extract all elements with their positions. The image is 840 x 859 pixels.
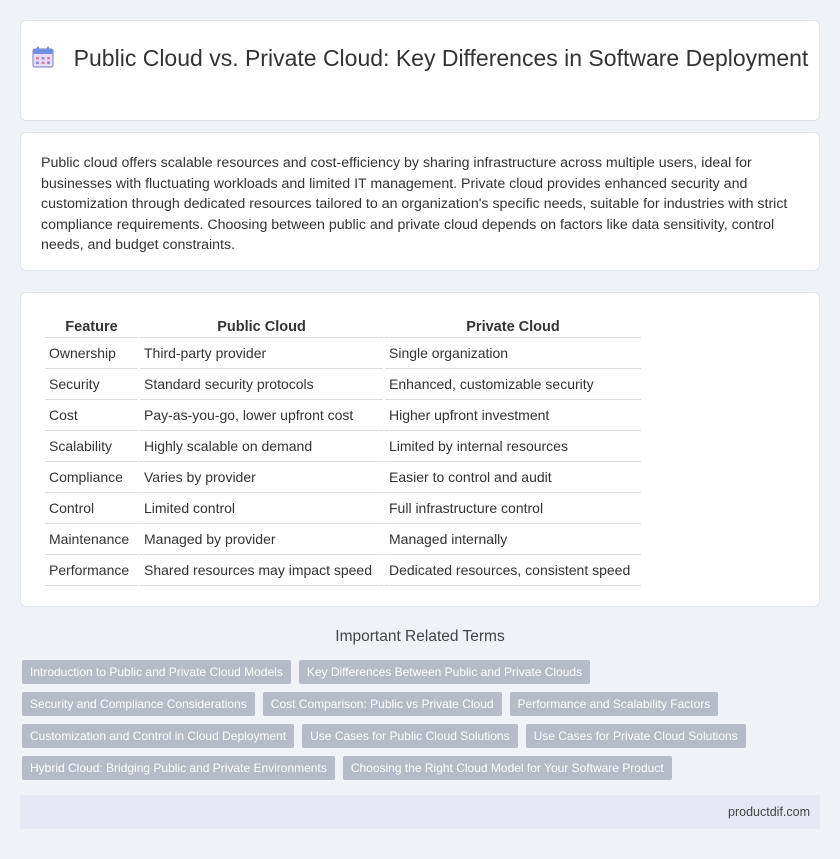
table-row [45,369,641,400]
table-row [45,493,641,524]
table-row [45,524,641,555]
public-cell: Standard security protocols [140,369,383,400]
related-term-link[interactable]: Customization and Control in Cloud Deployment [22,724,294,748]
feature-cell: Security [45,369,138,400]
related-term-link[interactable]: Performance and Scalability Factors [510,692,719,716]
public-cell: Varies by provider [140,462,383,493]
private-cell: Limited by internal resources [385,431,641,462]
tag-row [22,724,822,748]
feature-cell: Ownership [45,338,138,369]
intro-card [20,132,820,271]
related-term-link[interactable]: Use Cases for Private Cloud Solutions [526,724,746,748]
feature-cell: Control [45,493,138,524]
feature-cell: Performance [45,555,138,586]
tag-row [22,660,822,684]
public-cell: Highly scalable on demand [140,431,383,462]
related-terms-list [22,660,822,788]
table-row [45,338,641,369]
table-row [45,462,641,493]
related-term-link[interactable]: Introduction to Public and Private Cloud Models [22,660,291,684]
feature-cell: Compliance [45,462,138,493]
related-term-link[interactable]: Use Cases for Public Cloud Solutions [302,724,517,748]
public-cell: Shared resources may impact speed [140,555,383,586]
title-wrap [21,44,819,73]
table-row [45,400,641,431]
public-cell: Pay-as-you-go, lower upfront cost [140,400,383,431]
private-cell: Easier to control and audit [385,462,641,493]
related-term-link[interactable]: Choosing the Right Cloud Model for Your Software Product [343,756,672,780]
private-cell: Single organization [385,338,641,369]
feature-cell: Cost [45,400,138,431]
private-cell: Enhanced, customizable security [385,369,641,400]
header-public-cloud: Public Cloud [140,315,383,338]
table-header-row [45,315,641,338]
comparison-table [43,315,643,586]
tag-row [22,692,822,716]
related-term-link[interactable]: Cost Comparison: Public vs Private Cloud [263,692,502,716]
public-cell: Third-party provider [140,338,383,369]
feature-cell: Maintenance [45,524,138,555]
related-term-link[interactable]: Hybrid Cloud: Bridging Public and Private Environments [22,756,335,780]
private-cell: Full infrastructure control [385,493,641,524]
title-card [20,20,820,121]
site-name: productdif.com [728,805,810,819]
feature-cell: Scalability [45,431,138,462]
footer [20,795,820,829]
header-feature: Feature [45,315,138,338]
private-cell: Higher upfront investment [385,400,641,431]
related-term-link[interactable]: Security and Compliance Considerations [22,692,255,716]
related-terms-title: Important Related Terms [335,628,505,645]
public-cell: Managed by provider [140,524,383,555]
header-private-cloud: Private Cloud [385,315,641,338]
related-term-link[interactable]: Key Differences Between Public and Private Clouds [299,660,590,684]
comparison-card [20,292,820,607]
page-title: Public Cloud vs. Private Cloud: Key Differences in Software Deployment [73,45,809,71]
calendar-icon [32,46,54,68]
public-cell: Limited control [140,493,383,524]
tag-row [22,756,822,780]
table-row [45,431,641,462]
intro-paragraph: Public cloud offers scalable resources and cost-efficiency by sharing infrastructure across multiple users, ideal for businesses with fluctuating workloads and limited IT management. Private cloud provides enhanced security and customization through dedicated resources tailored to an organization's specific needs, suitable for industries with strict compliance requirements. Choosing between public and private cloud depends on factors like data sensitivity, control needs, and budget constraints. [41,155,788,253]
table-row [45,555,641,586]
private-cell: Managed internally [385,524,641,555]
private-cell: Dedicated resources, consistent speed [385,555,641,586]
